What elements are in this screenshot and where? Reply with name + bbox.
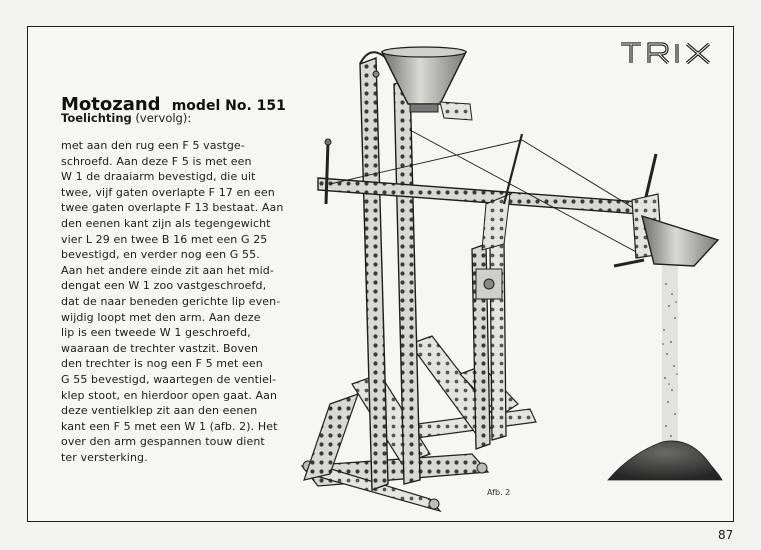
instruction-text	[61, 138, 311, 465]
subtitle-suffix: (vervolg):	[135, 111, 192, 125]
model-illustration	[290, 44, 730, 514]
text-line: G 55 bevestigd, waartegen de ventiel-	[61, 372, 277, 386]
text-line: deze ventielklep zit aan den eenen	[61, 404, 258, 418]
text-line: Aan het andere einde zit aan het mid-	[61, 263, 274, 277]
page-number: 87	[718, 528, 734, 542]
text-line: over den arm gespannen touw dient	[61, 435, 265, 449]
text-line: den eenen kant zijn als tegengewicht	[61, 216, 271, 230]
text-line: schroefd. Aan deze F 5 is met een	[61, 154, 252, 168]
text-line: lip is een tweede W 1 geschroefd,	[61, 326, 251, 340]
model-number: model No. 151	[171, 98, 286, 114]
text-line: twee, vijf gaten overlapte F 17 en een	[61, 185, 275, 199]
text-line: vier L 29 en twee B 16 met een G 25	[61, 232, 268, 246]
sand-pile	[608, 441, 722, 480]
text-line: waaraan de trechter vastzit. Boven	[61, 341, 259, 355]
figure-caption: Afb. 2	[487, 488, 511, 497]
text-line: met aan den rug een F 5 vastge-	[61, 139, 245, 152]
text-line: wijdig loopt met den arm. Aan deze	[61, 310, 261, 324]
text-line: dengat een W 1 zoo vastgeschroefd,	[61, 279, 267, 293]
rear-tower	[472, 240, 506, 449]
text-line: twee gaten overlapte F 13 bestaat. Aan	[61, 201, 284, 215]
text-line: den trechter is nog een F 5 met een	[61, 357, 263, 371]
subtitle-label: Toelichting	[61, 111, 132, 125]
text-line: bevestigd, en verder nog een G 55.	[61, 248, 260, 262]
text-line: dat de naar beneden gerichte lip even-	[61, 294, 281, 308]
text-line: kant een F 5 met een W 1 (afb. 2). Het	[61, 419, 278, 433]
text-line: W 1 de draaiarm bevestigd, die uit	[61, 170, 256, 184]
text-line: klep stoot, en hierdoor open gaat. Aan	[61, 388, 278, 402]
falling-sand	[662, 266, 678, 446]
model-name: Motozand	[61, 94, 161, 115]
section-subtitle	[61, 111, 191, 125]
text-line: ter versterking.	[61, 450, 148, 464]
crane-drawing	[290, 44, 730, 514]
